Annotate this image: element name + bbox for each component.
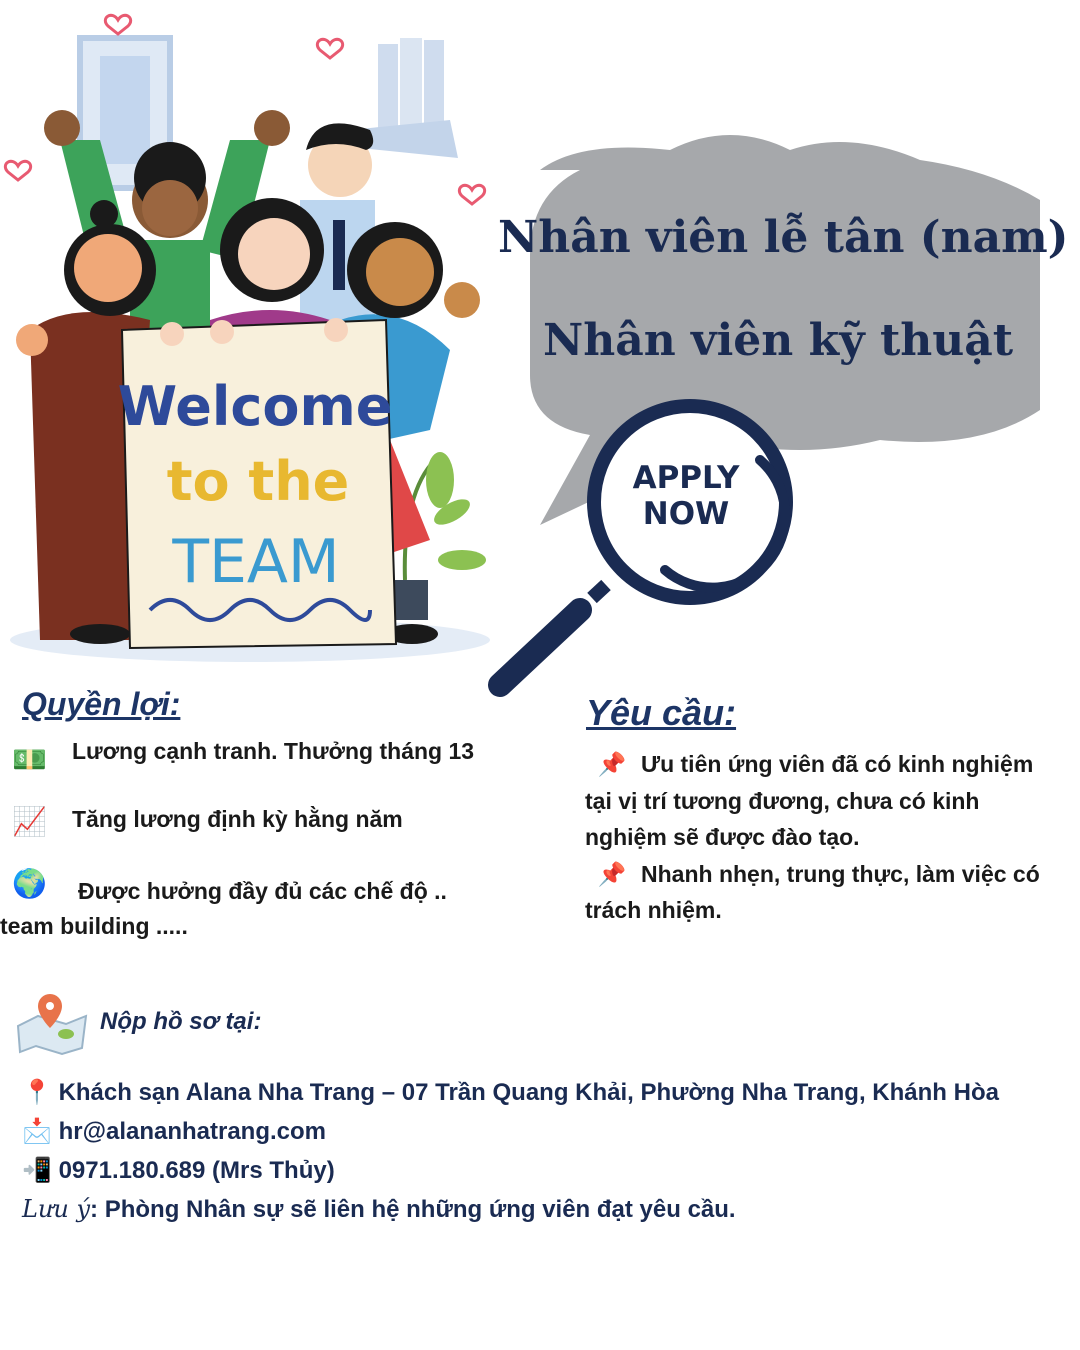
requirement-text: Nhanh nhẹn, trung thực, làm việc có trách nhiệm. xyxy=(585,860,1040,923)
job-title-technician: Nhân viên kỹ thuật xyxy=(543,315,1014,366)
benefit-item xyxy=(0,874,500,944)
apply-now-button[interactable] xyxy=(586,460,786,532)
pushpin-icon: 📌 xyxy=(585,751,627,777)
heart-icon xyxy=(317,39,342,58)
welcome-team-illustration xyxy=(0,0,500,680)
sign-line-welcome: Welcome xyxy=(117,375,393,438)
email-line xyxy=(22,1117,326,1146)
sign-line-to-the: to the xyxy=(166,450,350,513)
note-text: : Phòng Nhân sự sẽ liên hệ những ứng viên đạt yêu cầu. xyxy=(90,1196,736,1223)
requirement-text: Ưu tiên ứng viên đã có kinh nghiệm tại vị trí tương đương, chưa có kinh nghiệm sẽ được đào tạo. xyxy=(585,751,1034,850)
location-pin-icon: 📍 xyxy=(22,1079,52,1106)
note-line xyxy=(22,1195,736,1224)
requirements-list xyxy=(585,746,1065,929)
heart-icon xyxy=(105,15,130,34)
benefit-item-text: Được hưởng đầy đủ các chế độ .. team building ..... xyxy=(0,878,447,939)
address-line xyxy=(22,1078,999,1107)
heart-icon xyxy=(5,161,30,180)
email-link[interactable]: hr@alananhatrang.com xyxy=(58,1118,327,1145)
apply-now-line1: APPLY xyxy=(632,460,740,496)
sign-line-team: TEAM xyxy=(172,527,340,597)
benefit-item: Tăng lương định kỳ hằng năm xyxy=(72,806,403,832)
job-title-receptionist: Nhân viên lễ tân (nam) xyxy=(498,212,1069,263)
money-icon: 💵 xyxy=(12,744,47,775)
mobile-phone-icon: 📲 xyxy=(22,1157,52,1184)
requirements-heading: Yêu cầu: xyxy=(586,692,737,733)
requirement-item xyxy=(585,856,1065,929)
apply-location-label: Nộp hồ sơ tại: xyxy=(100,1008,262,1035)
pushpin-icon: 📌 xyxy=(585,860,627,887)
note-label: Lưu ý xyxy=(22,1195,91,1223)
globe-travel-icon: 🌍 xyxy=(12,868,47,899)
requirement-item xyxy=(585,746,1065,856)
apply-now-line2: NOW xyxy=(642,496,730,532)
growth-chart-icon: 📈 xyxy=(12,806,47,837)
welcome-sign xyxy=(118,318,396,648)
map-pin-icon xyxy=(14,990,90,1056)
benefit-item: Lương cạnh tranh. Thưởng tháng 13 xyxy=(72,738,475,764)
benefits-heading: Quyền lợi: xyxy=(22,686,181,722)
phone-number[interactable]: 0971.180.689 (Mrs Thủy) xyxy=(58,1157,335,1184)
address-text: Khách sạn Alana Nha Trang – 07 Trần Quang Khải, Phường Nha Trang, Khánh Hòa xyxy=(58,1079,999,1106)
magnifier-icon xyxy=(500,406,786,685)
envelope-icon: 📩 xyxy=(22,1118,52,1145)
phone-line xyxy=(22,1156,335,1185)
